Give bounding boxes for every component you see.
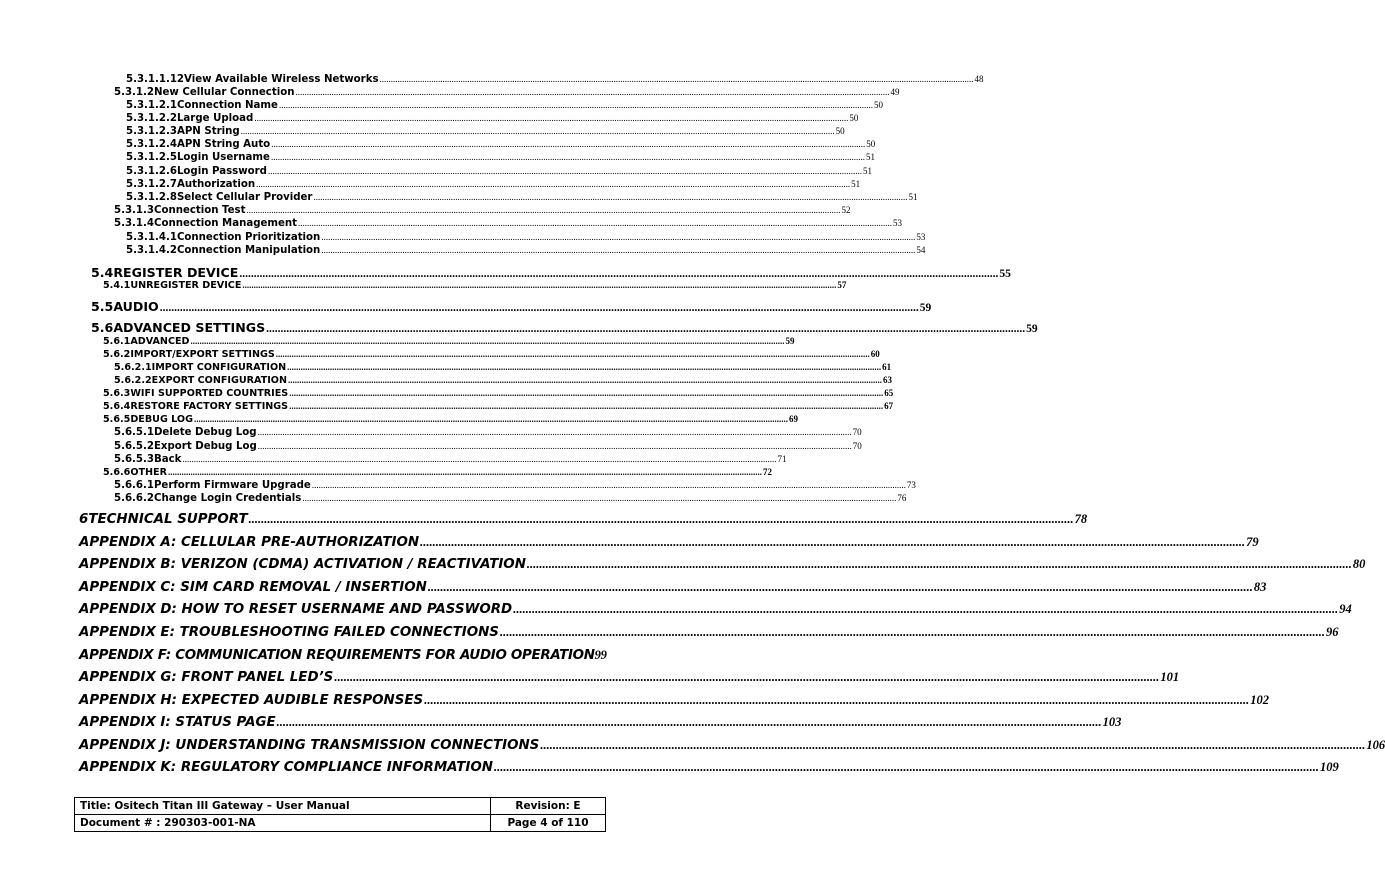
- toc-page: 70: [852, 427, 862, 437]
- toc-title: Connection Name: [176, 100, 278, 111]
- toc-page: 79: [1246, 535, 1259, 549]
- toc-leader: [254, 113, 848, 123]
- toc-page: 78: [1074, 512, 1088, 526]
- toc-entry[interactable]: [79, 535, 1259, 550]
- footer-document-number: Document # : 290303-001-NA: [75, 815, 491, 832]
- toc-entry[interactable]: [103, 414, 798, 425]
- toc-page: 73: [906, 480, 916, 490]
- toc-entry[interactable]: [79, 648, 607, 663]
- toc-leader: [168, 467, 762, 477]
- toc-number: 5.3.1.2.1: [126, 100, 177, 111]
- toc-title: APPENDIX J: UNDERSTANDING TRANSMISSION CONNECTIONS: [79, 738, 540, 753]
- toc-number: 5.6.4: [103, 401, 131, 412]
- toc-entry[interactable]: [103, 336, 795, 347]
- toc-page: 101: [1160, 670, 1180, 684]
- toc-title: Connection Test: [153, 205, 246, 216]
- toc-leader: [239, 268, 998, 280]
- toc-page: 50: [866, 139, 876, 149]
- toc-entry[interactable]: [79, 715, 1122, 730]
- toc-number: 5.6.1: [103, 336, 131, 347]
- toc-entry[interactable]: [79, 760, 1339, 775]
- toc-leader: [428, 580, 1253, 595]
- toc-leader: [513, 602, 1338, 617]
- toc-entry[interactable]: [79, 602, 1352, 617]
- toc-page: 50: [849, 113, 859, 123]
- toc-number: 5.3.1.4.1: [126, 232, 177, 243]
- toc-page: 61: [882, 362, 892, 372]
- toc-title: APPENDIX K: REGULATORY COMPLIANCE INFORMATION: [79, 760, 493, 775]
- toc-leader: [334, 670, 1159, 685]
- toc-leader: [191, 336, 785, 346]
- toc-entry[interactable]: [103, 388, 894, 399]
- toc-entry[interactable]: [126, 192, 918, 203]
- toc-title: View Available Wireless Networks: [184, 74, 379, 85]
- toc-title: Large Upload: [176, 113, 254, 124]
- toc-title: WIFI SUPPORTED COUNTRIES: [130, 388, 289, 399]
- toc-entry[interactable]: [79, 738, 1385, 753]
- toc-page: 60: [870, 349, 880, 359]
- toc-entry[interactable]: [114, 454, 787, 465]
- footer-page-number: Page 4 of 110: [491, 815, 606, 832]
- toc-number: 5.3.1.2.3: [126, 126, 177, 137]
- toc-entry[interactable]: [114, 493, 907, 504]
- toc-entry[interactable]: [103, 280, 847, 291]
- toc-leader: [276, 349, 870, 359]
- toc-entry[interactable]: [114, 441, 862, 452]
- toc-page: 49: [890, 87, 900, 97]
- toc-page: 70: [852, 441, 862, 451]
- toc-title: TECHNICAL SUPPORT: [88, 512, 248, 527]
- toc-page: 48: [974, 74, 984, 84]
- toc-entry[interactable]: [103, 467, 772, 478]
- toc-entry[interactable]: [126, 74, 984, 85]
- toc-number: 5.5: [91, 299, 114, 314]
- toc-title: Authorization: [176, 179, 256, 190]
- toc-entry[interactable]: [91, 265, 1011, 280]
- toc-page: 51: [865, 152, 875, 162]
- toc-title: New Cellular Connection: [153, 87, 295, 98]
- toc-title: Back: [153, 454, 182, 465]
- toc-entry[interactable]: [126, 166, 872, 177]
- toc-title: REGISTER DEVICE: [113, 265, 239, 280]
- toc-leader: [194, 414, 788, 424]
- toc-entry[interactable]: [114, 375, 892, 386]
- toc-leader: [424, 693, 1249, 708]
- toc-page: 53: [893, 218, 903, 228]
- toc-page: 55: [999, 268, 1011, 280]
- toc-title: RESTORE FACTORY SETTINGS: [130, 401, 289, 412]
- toc-page: 51: [908, 192, 918, 202]
- toc-leader: [242, 280, 836, 290]
- toc-leader: [287, 362, 881, 372]
- toc-entry[interactable]: [79, 557, 1366, 572]
- toc-title: UNREGISTER DEVICE: [130, 280, 242, 291]
- toc-entry[interactable]: [79, 693, 1269, 708]
- toc-number: 5.6.5.2: [114, 441, 154, 452]
- toc-title: APN String Auto: [176, 139, 271, 150]
- toc-entry[interactable]: [114, 87, 900, 98]
- toc-number: 5.3.1.2.6: [126, 166, 177, 177]
- toc-page: 51: [851, 179, 861, 189]
- toc-page: 76: [897, 493, 907, 503]
- toc-entry[interactable]: [126, 152, 875, 163]
- toc-leader: [312, 480, 906, 490]
- toc-entry[interactable]: [126, 100, 883, 111]
- toc-leader: [277, 715, 1102, 730]
- toc-leader: [271, 139, 865, 149]
- toc-number: 5.6.6.2: [114, 493, 154, 504]
- toc-number: 5.6.3: [103, 388, 131, 399]
- toc-number: 5.6.2: [103, 349, 131, 360]
- toc-page: 53: [916, 232, 926, 242]
- toc-entry[interactable]: [79, 670, 1180, 685]
- toc-leader: [258, 427, 852, 437]
- toc-page: 80: [1352, 557, 1366, 571]
- toc-leader: [289, 401, 883, 411]
- toc-page: 63: [883, 375, 892, 385]
- toc-entry[interactable]: [126, 126, 845, 137]
- toc-title: OTHER: [130, 467, 167, 478]
- toc-page: 94: [1339, 602, 1352, 616]
- toc-entry[interactable]: [79, 580, 1267, 595]
- toc-title: APN String: [176, 126, 240, 137]
- toc-leader: [160, 302, 919, 314]
- toc-title: Login Password: [176, 166, 267, 177]
- footer-title: Title: Ositech Titan III Gateway – User Manual: [75, 798, 491, 815]
- toc-page: 109: [1319, 760, 1339, 774]
- toc-number: 5.3.1.2: [114, 87, 154, 98]
- toc-page: 106: [1366, 738, 1385, 752]
- toc-leader: [247, 205, 841, 215]
- toc-page: 59: [919, 302, 932, 314]
- toc-title: APPENDIX B: VERIZON (CDMA) ACTIVATION / REACTIVATION: [79, 557, 526, 572]
- toc-title: Login Username: [176, 152, 270, 163]
- toc-number: 5.6.5.3: [114, 454, 154, 465]
- toc-number: 5.3.1.2.8: [126, 192, 177, 203]
- toc-number: 5.3.1.2.4: [126, 139, 177, 150]
- toc-leader: [527, 557, 1352, 572]
- toc-page: 103: [1102, 715, 1122, 729]
- toc-page: 71: [777, 454, 787, 464]
- toc-title: APPENDIX F: COMMUNICATION REQUIREMENTS FOR AUDIO OPERATION: [79, 648, 595, 663]
- toc-entry[interactable]: [126, 232, 926, 243]
- toc-entry[interactable]: [114, 427, 862, 438]
- toc-title: IMPORT/EXPORT SETTINGS: [130, 349, 275, 360]
- toc-leader: [380, 74, 974, 84]
- toc-leader: [302, 493, 896, 503]
- toc-leader: [249, 512, 1074, 527]
- toc-title: IMPORT CONFIGURATION: [151, 362, 287, 373]
- toc-leader: [540, 738, 1365, 753]
- toc-leader: [500, 625, 1325, 640]
- toc-leader: [313, 192, 907, 202]
- toc-page: 50: [835, 126, 845, 136]
- toc-leader: [321, 245, 915, 255]
- toc-title: Select Cellular Provider: [176, 192, 313, 203]
- toc-leader: [268, 166, 862, 176]
- toc-entry[interactable]: [114, 218, 903, 229]
- toc-entry[interactable]: [91, 320, 1038, 335]
- toc-page: 50: [873, 100, 883, 110]
- toc-title: Change Login Credentials: [153, 493, 302, 504]
- toc-entry[interactable]: [126, 179, 861, 190]
- toc-number: 5.3.1.4.2: [126, 245, 177, 256]
- toc-leader: [241, 126, 835, 136]
- toc-title: APPENDIX H: EXPECTED AUDIBLE RESPONSES: [79, 693, 424, 708]
- toc-leader: [298, 218, 892, 228]
- toc-leader: [420, 535, 1245, 550]
- toc-title: APPENDIX E: TROUBLESHOOTING FAILED CONNECTIONS: [79, 625, 499, 640]
- toc-page: 67: [884, 401, 894, 411]
- toc-entry[interactable]: [126, 113, 859, 124]
- toc-leader: [289, 388, 883, 398]
- toc-page: 102: [1250, 693, 1269, 707]
- toc-entry[interactable]: [79, 625, 1339, 640]
- toc-entry[interactable]: [126, 139, 876, 150]
- toc-title: APPENDIX A: CELLULAR PRE-AUTHORIZATION: [79, 535, 420, 550]
- toc-leader: [258, 441, 852, 451]
- toc-number: 5.6.5: [103, 414, 131, 425]
- toc-entry[interactable]: [114, 362, 892, 373]
- toc-title: Perform Firmware Upgrade: [153, 480, 311, 491]
- toc-leader: [321, 232, 915, 242]
- toc-number: 5.3.1.2.7: [126, 179, 177, 190]
- toc-entry[interactable]: [91, 299, 932, 314]
- toc-page: 57: [837, 280, 847, 290]
- toc-page: 52: [841, 205, 851, 215]
- toc-page: 54: [916, 245, 926, 255]
- toc-leader: [271, 152, 865, 162]
- toc-page: 96: [1325, 625, 1339, 639]
- toc-title: EXPORT CONFIGURATION: [151, 375, 287, 386]
- toc-title: Export Debug Log: [153, 441, 257, 452]
- toc-number: 5.6.6.1: [114, 480, 154, 491]
- footer-revision: Revision: E: [491, 798, 606, 815]
- toc-title: DEBUG LOG: [130, 414, 193, 425]
- toc-number: 5.4: [91, 265, 114, 280]
- toc-number: 5.3.1.1.12: [126, 74, 185, 85]
- toc-page: 72: [763, 467, 772, 477]
- toc-number: 5.3.1.2.5: [126, 152, 177, 163]
- toc-number: 5.3.1.3: [114, 205, 154, 216]
- toc-number: 5.3.1.4: [114, 218, 154, 229]
- toc-title: Connection Prioritization: [176, 232, 321, 243]
- page-footer: [74, 797, 606, 832]
- toc-title: AUDIO: [113, 299, 159, 314]
- toc-title: ADVANCED SETTINGS: [113, 320, 266, 335]
- toc-title: APPENDIX C: SIM CARD REMOVAL / INSERTION: [79, 580, 427, 595]
- toc-number: 5.6.5.1: [114, 427, 154, 438]
- toc-title: Connection Management: [153, 218, 298, 229]
- toc-number: 6: [79, 512, 89, 527]
- toc-leader: [295, 87, 889, 97]
- toc-page: 99: [594, 648, 607, 662]
- toc-entry[interactable]: [103, 401, 894, 412]
- toc-leader: [266, 323, 1025, 335]
- toc-page: 65: [884, 388, 894, 398]
- toc-leader: [288, 375, 882, 385]
- toc-entry[interactable]: [114, 480, 916, 491]
- toc-page: 51: [862, 166, 872, 176]
- toc-title: ADVANCED: [130, 336, 190, 347]
- toc-number: 5.6.6: [103, 467, 131, 478]
- toc-page: 59: [785, 336, 795, 346]
- toc-entry[interactable]: [79, 512, 1088, 527]
- toc-number: 5.6.2.1: [114, 362, 152, 373]
- toc-entry[interactable]: [126, 245, 926, 256]
- toc-entry[interactable]: [103, 349, 880, 360]
- toc-number: 5.4.1: [103, 280, 131, 291]
- toc-title: APPENDIX G: FRONT PANEL LED’S: [79, 670, 334, 685]
- toc-title: APPENDIX D: HOW TO RESET USERNAME AND PASSWORD: [79, 602, 513, 617]
- toc-leader: [256, 179, 850, 189]
- toc-page: 59: [1026, 323, 1038, 335]
- toc-leader: [494, 760, 1319, 775]
- toc-entry[interactable]: [114, 205, 851, 216]
- toc-page: 83: [1253, 580, 1267, 594]
- toc-title: Connection Manipulation: [176, 245, 321, 256]
- toc-title: Delete Debug Log: [153, 427, 257, 438]
- toc-leader: [182, 454, 776, 464]
- toc-leader: [279, 100, 873, 110]
- toc-title: APPENDIX I: STATUS PAGE: [79, 715, 276, 730]
- toc-number: 5.3.1.2.2: [126, 113, 177, 124]
- toc-number: 5.6: [91, 320, 114, 335]
- toc-page: 69: [788, 414, 798, 424]
- toc-number: 5.6.2.2: [114, 375, 152, 386]
